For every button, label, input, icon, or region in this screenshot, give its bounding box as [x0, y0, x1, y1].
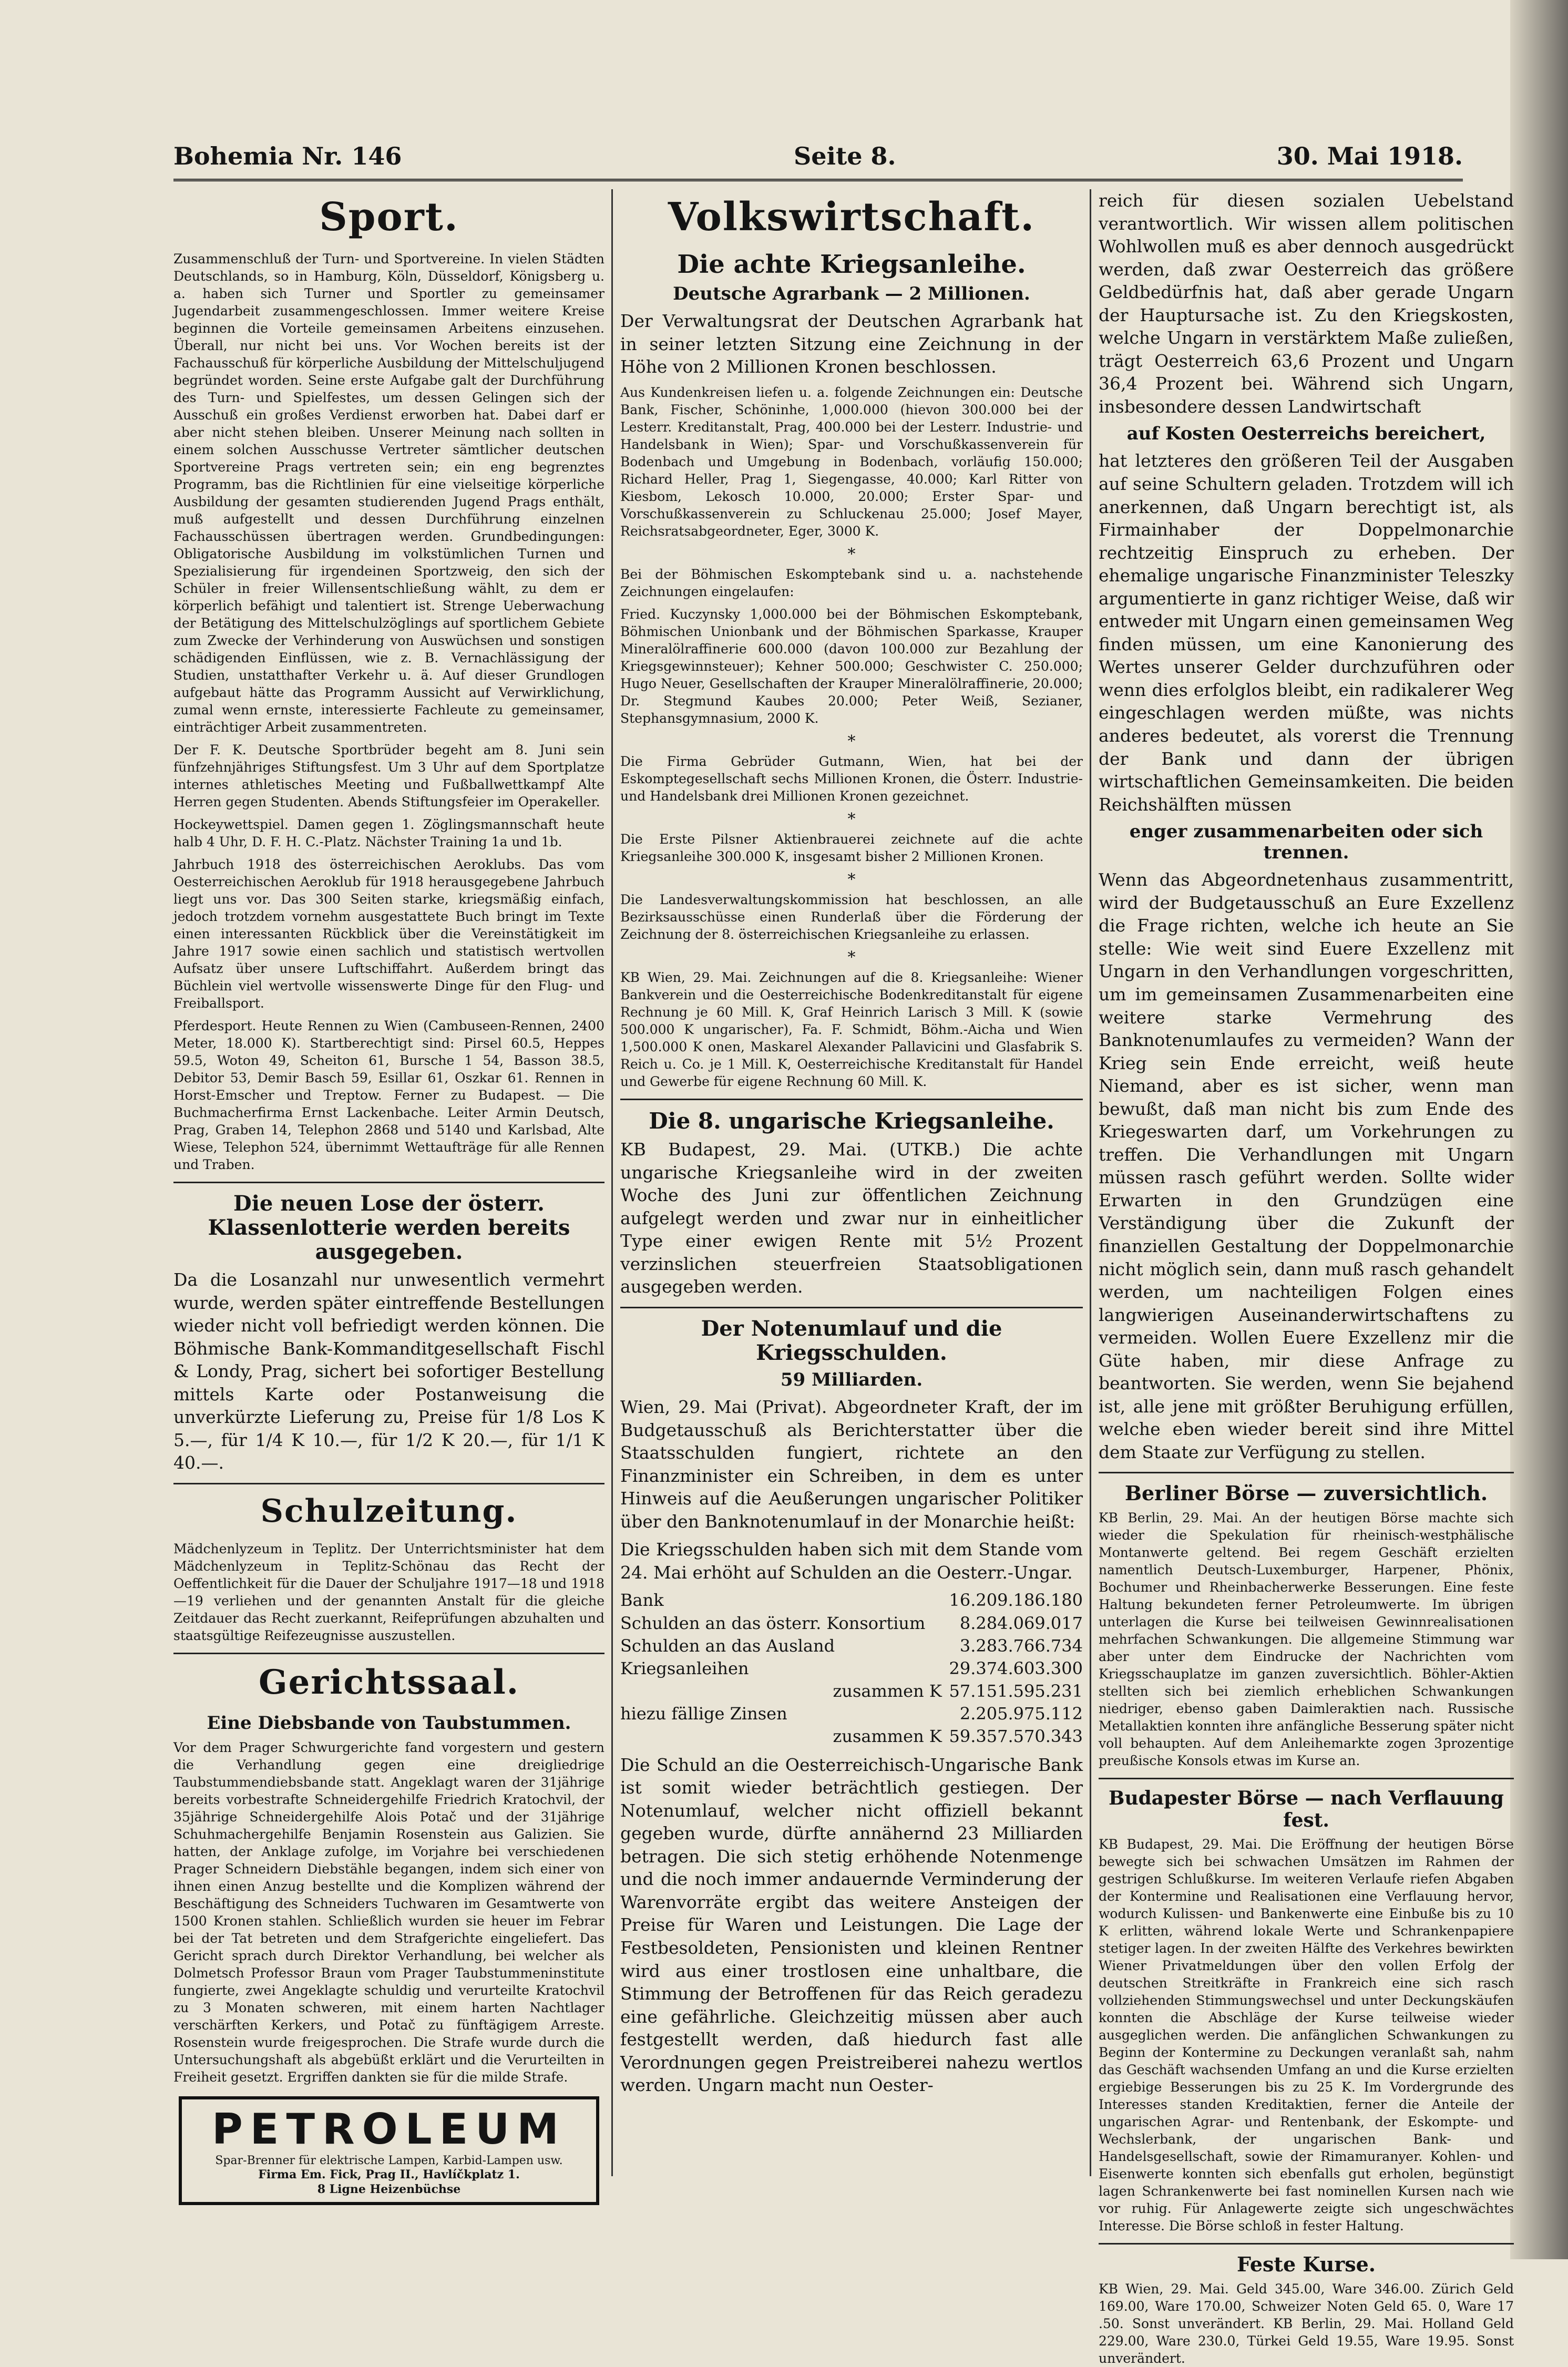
debt-label: Schulden an das österr. Konsortium [620, 1613, 926, 1633]
notes-text: Die Schuld an die Oesterreichisch-Ungarische Bank ist somit wieder beträchtlich gestiegen. Der Notenumlauf, welcher nicht offiziell bekannt gegeben wurde, dürfte annähernd 23 Milliarden betragen. Die sich stetig erhöhende Notenmenge und die noch immer andauernde Verminderung der Warenvorräte ergibt das weitere Ansteigen der Preise für Waren und Leistungen. Die Lage der Festbesoldeten, Pensionisten und kleinen Rentner wird aus einer trostlosen eine unhaltbare, die Stimmung der Betroffenen für das Reich geradezu eine gefährliche. Gleichzeitig müssen aber auch festgestellt werden, daß hiedurch fast alle Verordnungen gegen Preistreiberei nahezu wertlos werden. Ungarn macht nun Oester- [620, 1754, 1083, 2096]
debt-label: Kriegsanleihen [620, 1658, 749, 1678]
debt-row [620, 1725, 1083, 1748]
war-loan-text: Die Firma Gebrüder Gutmann, Wien, hat bei der Eskomptegesellschaft sechs Millionen Kronen, die Österr. Industrie- und Handelsbank drei Millionen Kronen gezeichnet. [620, 753, 1083, 804]
divider [1099, 1472, 1514, 1473]
page-edge-shadow [1510, 0, 1568, 2259]
notes-continuation: reich für diesen sozialen Uebelstand verantwortlich. Wir wissen allem politischen Wohlwollen muß es aber dennoch ausgedrückt werden, daß zwar Oesterreich das größere Geldbedürfnis hat, daß aber gerade Ungarn der Hauptursache ist. Zu den Kriegskosten, welche Ungarn in verstärktem Maße zuließen, trägt Oesterreich 63,6 Prozent und Ungarn 36,4 Prozent bei. Während sich Ungarn, insbesondere dessen Landwirtschaft [1099, 190, 1514, 417]
debt-table [620, 1589, 1083, 1748]
budapest-exchange-text: KB Budapest, 29. Mai. Die Eröffnung der heutigen Börse bewegte sich bei schwachen Umsätzen im Rahmen der gestrigen Schlußkurse. Im weiteren Verlaufe riefen Abgaben der Kontermine und Realisationen eine Verflauung hervor, wodurch Kulissen- und Bankenwerte eine Einbuße bis zu 10 K erlitten, während lokale Werte und Schrankenpapiere stetiger lagen. In der zweiten Hälfte des Verkehres bewirkten Wiener Privatmeldungen über den vollen Erfolg der deutschen Streitkräfte in Frankreich eine sich rasch vollziehenden Stimmungswechsel und unter Deckungskäufen konnten die Abschläge der Kurse teilweise wieder ausgeglichen werden. Die anfänglichen Schwankungen zu Beginn der Kontermine zu Deckungen veranlaßt sah, nahm das Geschäft wachsenden Umfang an und die Kurse erzielten ergiebige Besserungen bis zu 25 K. Im Vordergrunde des Interesses standen Kreditaktien, ferner die Anteile der ungarischen Agrar- und Rentenbank, der Eskompte- und Wechslerbank, der ungarischen Bank- und Handelsgesellschaft, sowie der Rimamuranyer. Kohlen- und Eisenwerte konnten sich ebenfalls gut erholen, begünstigt lagen Schrankenwerte bei fast nominellen Kursen nach wie vor ruhig. Für Anlagewerte zeigte sich ungeschwächtes Interesse. Die Börse schloß in fester Haltung. [1099, 1836, 1514, 2233]
debt-row [620, 1589, 1083, 1612]
war-loan-text: KB Wien, 29. Mai. Zeichnungen auf die 8. Kriegsanleihe: Wiener Bankverein und die Oesterreichische Bodenkreditanstalt für eigene Rechnung je 60 Mill. K, Graf Heinrich Larisch 3 Mill. K (sowie 500.000 K ungarischer), Fa. F. Schmidt, Böhm.-Aicha und Wien 1,500.000 K onen, Maskarel Alexander Pallavicini und Glasfabrik S. Reich u. Co. je 1 Mill. K, Oesterreichische Kreditanstalt für Handel und Gewerbe für eigene Rechnung 60 Mill. K. [620, 969, 1083, 1089]
divider [1099, 1778, 1514, 1779]
debt-label: Schulden an das Ausland [620, 1635, 835, 1656]
debt-label: hiezu fällige Zinsen [620, 1704, 787, 1724]
debt-value: 2.205.975.112 [959, 1704, 1083, 1724]
section-title-school: Schulzeitung. [260, 1492, 518, 1530]
debt-row [620, 1612, 1083, 1635]
war-loan-headline: Die achte Kriegsanleihe. [677, 250, 1026, 279]
ad-line: 8 Ligne Heizenbüchse [317, 2182, 461, 2196]
notes-subheadline: 59 Milliarden. [780, 1369, 923, 1390]
ad-title: PETROLEUM [212, 2104, 566, 2154]
notes-continuation: hat letzteres den größeren Teil der Ausgaben auf seine Schultern geladen. Trotzdem will ich anerkennen, daß Ungarn berechtigt ist, als Firmainhaber der Doppelmonarchie rechtzeitig Einspruch zu erheben. Der ehemalige ungarische Finanzminister Teleszky argumentierte in ganz richtiger Weise, daß wir entweder mit Ungarn einen gemeinsamen Weg finden müssen, um eine Kanonierung des Wertes unserer Gelder durchzuführen oder wenn dies erfolglos bleibt, ein radikalerer Weg eingeschlagen werden müßte, was nichts anderes bedeutet, als vorerst die Trennung der Bank und dann der übrigen wirtschaftlichen Gemeinsamkeiten. Die beiden Reichshälften müssen [1099, 450, 1514, 815]
debt-label: zusammen K [833, 1681, 942, 1702]
notes-headline: Der Notenumlauf und die Kriegsschulden. [701, 1316, 1002, 1365]
debt-label: Bank [620, 1590, 664, 1611]
sport-article-4: Jahrbuch 1918 des österreichischen Aeroklubs. Das vom Oesterreichischen Aeroklub für 1918 herausgegebene Jahrbuch liegt uns vor. Das 300 Seiten starke, kriegsmäßig einfach, jedoch trotzdem vornehm ausgestattete Buch bringt im Texte einen interessanten Rückblick über die Vereinstätigkeit im Jahre 1917 sowie einen sachlich und statistisch wertvollen Aufsatz über unsere Luftschiffahrt. Außerdem bringt das Büchlein viel wertvolle wissenswerte Dinge für den Flug- und Freiballsport. [173, 857, 604, 1011]
sport-article-3: Hockeywettspiel. Damen gegen 1. Zöglingsmannschaft heute halb 4 Uhr, D. F. H. C.-Platz. Nächster Training 1a und 1b. [173, 817, 604, 849]
war-loan-subheadline: Deutsche Agrarbank — 2 Millionen. [673, 283, 1030, 305]
debt-value: 8.284.069.017 [959, 1613, 1083, 1633]
debt-label: zusammen K [833, 1726, 942, 1747]
divider [173, 1653, 604, 1654]
budapest-exchange-headline: Budapester Börse — nach Verflauung fest. [1109, 1787, 1504, 1831]
separator-star: * [847, 948, 856, 967]
debt-value: 16.209.186.180 [949, 1590, 1083, 1611]
war-loan-text: Die Landesverwaltungskommission hat beschlossen, an alle Bezirksausschüsse einen Runderlaß über die Förderung der Zeichnung der 8. österreichischen Kriegsanleihe zu erlassen. [620, 892, 1083, 942]
notes-text: Wien, 29. Mai (Privat). Abgeordneter Kraft, der im Budgetausschuß als Berichterstatter über die Staatsschulden fungiert, richtete an den Finanzminister ein Schreiben, in dem es unter Hinweis auf die Aeußerungen ungarischer Politiker über den Banknotenumlauf in der Monarchie heißt: [620, 1396, 1083, 1532]
column-divider-2 [1090, 189, 1091, 2176]
section-title-sport: Sport. [319, 194, 459, 240]
war-loan-text: Aus Kundenkreisen liefen u. a. folgende Zeichnungen ein: Deutsche Bank, Fischer, Schöninhe, 1,000.000 (hievon 300.000 bei der Lesterr. Kreditanstalt, Prag, 400.000 bei der Lesterr. Industrie- und Handelsbank in Wien); Spar- und Vorschußkassenverein für Bodenbach und Umgebung in Bodenbach, vorläufig 150.000; Richard Heller, Prag 1, Siegengasse, 40.000; Karl Ritter von Kiesbom, Lekosch 10.000, 20.000; Erster Spar- und Vorschußkassenverein zu Schluckenau 25.000; Josef Mayer, Reichsratsabgeordneter, Eger, 3000 K. [620, 384, 1083, 539]
divider [620, 1099, 1083, 1100]
notes-bold-line: enger zusammenarbeiten oder sich trennen. [1129, 821, 1483, 864]
separator-star: * [847, 810, 856, 828]
war-loan-text: Die Erste Pilsner Aktienbrauerei zeichnete auf die achte Kriegsanleihe 300.000 K, insgesamt bisher 2 Millionen Kronen. [620, 831, 1083, 864]
debt-value: 3.283.766.734 [959, 1635, 1083, 1656]
divider [620, 1307, 1083, 1308]
column-middle [620, 189, 1083, 2180]
hungarian-loan-text: KB Budapest, 29. Mai. (UTKB.) Die achte ungarische Kriegsanleihe wird in der zweiten Woche des Juni zur öffentlichen Zeichnung aufgelegt werden und zwar nur in einheitlicher Type einer ewigen Rente mit 5½ Prozent verzinslichen steuerfreien Staatsobligationen ausgegeben werden. [620, 1139, 1083, 1297]
issue-date: 30. Mai 1918. [1276, 142, 1463, 170]
lottery-headline: Die neuen Lose der österr. Klassenlotterie werden bereits ausgegeben. [208, 1191, 570, 1264]
ad-line: Firma Em. Fick, Prag II., Havlíčkplatz 1. [258, 2168, 520, 2182]
divider [173, 1483, 604, 1484]
separator-star: * [847, 870, 856, 889]
separator-star: * [847, 545, 856, 563]
sport-article-1: Zusammenschluß der Turn- und Sportvereine. In vielen Städten Deutschlands, so in Hamburg, Köln, Düsseldorf, Königsberg u. a. haben sich Turner und Sportler zu gemeinsamer Jugendarbeit zusammengeschlossen. Immer weitere Kreise beginnen die Vorteile gemeinsamen Arbeitens einzusehen. Überall, nur nicht bei uns. Vor Wochen bereits ist der Fachausschuß für körperliche Ausbildung der Mittelschuljugend begründet worden. Seine erste Aufgabe galt der Durchführung des Turn- und Spielfestes, um dessen Gelingen sich der Ausschuß ein großes Verdienst erworben hat. Dabei darf er aber nicht stehen bleiben. Unserer Meinung nach sollten in einem solchen Ausschusse Vertreter sämtlicher deutschen Sportvereine Prags vertreten sein; ein eng begrenztes Programm, bas die Richtlinien für eine vielseitige körperliche Ausbildung der gesamten studierenden Jugend Prags enthält, muß aufgestellt und dessen Durchführung einzelnen Fachausschüssen übertragen werden. Grundbedingungen: Obligatorische Ausbildung im volkstümlichen Turnen und Spezialisierung für irgendeinen Sportzweig, den sich der Schüler in freier Willensentschließung wählt, zu dem er körperlich befähigt und talentiert ist. Strenge Ueberwachung der Betätigung des Mittelschulzöglings auf sportlichem Gebiete zum Zwecke der Verhinderung von Auswüchsen und sonstigen schädigenden Einflüssen, wie z. B. Vernachlässigung der Studien, unstatthafter Verkehr u. ä. Auf dieser Grundlogen aufgebaut hätte das Programm Aussicht auf Verwirklichung, zumal wenn ernste, interessierte Fachleute zu gemeinsamer, einträchtiger Arbeit zusammentreten. [173, 251, 604, 735]
column-right [1099, 189, 1514, 2366]
school-article: Mädchenlyzeum in Teplitz. Der Unterrichtsminister hat dem Mädchenlyzeum in Teplitz-Schönau das Recht der Oeffentlichkeit für die Dauer der Schuljahre 1917—18 und 1918—19 verliehen und der genannten Anstalt für die gleiche Zeitdauer das Recht zuerkannt, Reifeprüfungen abzuhalten und staatsgültige Reifezeugnisse auszustellen. [173, 1541, 604, 1643]
court-article: Vor dem Prager Schwurgerichte fand vorgestern und gestern die Verhandlung gegen eine dreigliedrige Taubstummendiebsbande statt. Angeklagt waren der 31jährige bereits vorbestrafte Schneidergehilfe Friedrich Kratochvil, der 35jährige Schneidergehilfe Alois Potač und der 31jährige Schuhmachergehilfe Benjamin Rosenstein aus Galizien. Sie hatten, der Anklage zufolge, im Vorjahre bei verschiedenen Prager Schneidern Diebstähle begangen, indem sich einer von ihnen einen Anzug bestellte und die Komplizen während der Beschäftigung des Schneiders Tuchwaren im Gesamtwerte von 1500 Kronen stahlen. Schließlich wurden sie heuer im Febrar bei der Tat betreten und dem Strafgerichte eingeliefert. Das Gericht sprach durch Direktor Verhandlung, bei welcher als Dolmetsch Professor Braun vom Prager Taubstummeninstitute fungierte, zwei Angeklagte schuldig und verurteilte Kratochvil zu 3 Monaten schweren, mit einem harten Nachtlager verschärften Kerkers, und Potač zu fünftägigem Arreste. Rosenstein wurde freigesprochen. Die Strafe wurde durch die Untersuchungshaft als abgebüßt erklärt und die Verurteilten in Freiheit gesetzt. Ergriffen dankten sie für die milde Strafe. [173, 1739, 604, 2085]
debt-row [620, 1680, 1083, 1703]
header-rule [173, 179, 1463, 181]
debt-row [620, 1635, 1083, 1657]
war-loan-text: Bei der Böhmischen Eskomptebank sind u. a. nachstehende Zeichnungen eingelaufen: [620, 566, 1083, 599]
section-title-economy: Volkswirtschaft. [668, 194, 1036, 240]
debt-value: 29.374.603.300 [949, 1658, 1083, 1678]
debt-value: 57.151.595.231 [949, 1681, 1083, 1702]
court-headline: Eine Diebsbande von Taubstummen. [207, 1712, 571, 1734]
hungarian-loan-headline: Die 8. ungarische Kriegsanleihe. [649, 1108, 1054, 1134]
debt-value: 59.357.570.343 [949, 1726, 1083, 1747]
column-divider-1 [611, 189, 613, 2176]
section-title-court: Gerichtssaal. [258, 1662, 520, 1702]
page-header [173, 142, 1463, 173]
ad-line: Spar-Brenner für elektrische Lampen, Karbid-Lampen usw. [215, 2154, 563, 2167]
issue-number: Bohemia Nr. 146 [173, 142, 402, 170]
page-number: Seite 8. [794, 142, 896, 170]
exchange-rates-text: KB Wien, 29. Mai. Geld 345.00, Ware 346.00. Zürich Geld 169.00, Ware 170.00, Schweizer Noten Geld 65. 0, Ware 17 .50. Sonst unverändert. KB Berlin, 29. Mai. Holland Geld 229.00, Ware 230.0, Türkei Geld 19.55, Ware 19.95. Sonst unverändert. [1099, 2281, 1514, 2366]
war-loan-text: Der Verwaltungsrat der Deutschen Agrarbank hat in seiner letzten Sitzung eine Zeichnung in der Höhe von 2 Millionen Kronen beschlossen. [620, 311, 1083, 377]
sport-article-2: Der F. K. Deutsche Sportbrüder begeht am 8. Juni sein fünfzehnjähriges Stiftungsfest. Um 3 Uhr auf dem Sportplatze internes athletisches Meeting und Fußballwettkampf Alte Herren gegen Studenten. Abends Stiftungsfeier im Operakeller. [173, 742, 604, 810]
exchange-rates-headline: Feste Kurse. [1236, 2252, 1376, 2276]
notes-continuation: Wenn das Abgeordnetenhaus zusammentritt, wird der Budgetausschuß an Eure Exzellenz die Frage richten, welche ich heute an Sie stelle: Wie weit sind Euere Exzellenz mit Ungarn in den Verhandlungen vorgeschritten, um im gemeinsamen Zusammenarbeiten eine weitere starke Vermehrung des Banknotenumlaufes zu vermeiden? Wann der Krieg sein Ende erreicht, weiß heute Niemand, aber es ist sicher, wenn man bewußt, daß man nicht bis zum Ende des Kriegeswarten darf, um Vorkehrungen zu treffen. Die Verhandlungen mit Ungarn müssen rasch geführt werden. Sollte wider Erwarten in den Grundzügen eine Verständigung über die Zukunft der finanziellen Gestaltung der Doppelmonarchie nicht möglich sein, dann muß rasch gehandelt werden, um nachteiligen Folgen eines langwierigen Auseinanderwirtschaftens zu vermeiden. Wollen Euere Exzellenz mir die Güte haben, mir diese Anfrage zu beantworten. Sie werden, wenn Sie bejahend ist, alle jene mit größter Beruhigung erfüllen, welche eben wieder bereit sind ihre Mittel dem Staate zur Verfügung zu stellen. [1099, 869, 1514, 1462]
debt-row [620, 1657, 1083, 1680]
divider [173, 1182, 604, 1183]
notes-text: Die Kriegsschulden haben sich mit dem Stande vom 24. Mai erhöht auf Schulden an die Oesterr.-Ungar. [620, 1539, 1083, 1583]
berlin-exchange-headline: Berliner Börse — zuversichtlich. [1124, 1481, 1488, 1505]
berlin-exchange-text: KB Berlin, 29. Mai. An der heutigen Börse machte sich wieder die Spekulation für rheinisch-westphälische Montanwerte geltend. Bei regem Geschäft erzielten namentlich Deutsch-Luxemburger, Harpener, Phönix, Bochumer und Rheinbacherwerke Besserungen. Eine feste Haltung bekundeten ferner Petroleumwerte. Im übrigen unterlagen die Kurse bei teilweisen Gewinnrealisationen mehrfachen Schwankungen. Die allgemeine Stimmung war aber unter dem Eindrucke der Nachrichten vom Kriegsschauplatze im ganzen zuversichtlich. Böhler-Aktien stellten sich bei ziemlich erheblichen Schwankungen niedriger, ebenso gaben Daimleraktien nach. Russische Metallaktien konnten ihre anfängliche Besserung später nicht voll behaupten. Auf dem Anleihemarkte zogen 3prozentige preußische Konsols etwas im Kurse an. [1099, 1510, 1514, 1769]
separator-star: * [847, 732, 856, 751]
lottery-text: Da die Losanzahl nur unwesentlich vermehrt wurde, werden später eintreffende Bestellungen wieder nicht voll befriedigt werden können. Die Böhmische Bank-Kommanditgesellschaft Fischl & Londy, Prag, sichert bei sofortiger Bestellung mittels Karte oder Postanweisung die unverkürzte Lieferung zu, Preise für 1/8 Los K 5.—, für 1/4 K 10.—, für 1/2 K 20.—, für 1/1 K 40.—. [173, 1269, 604, 1473]
column-left [173, 189, 604, 2196]
war-loan-text: Fried. Kuczynsky 1,000.000 bei der Böhmischen Eskomptebank, Böhmischen Unionbank und der Böhmischen Sparkasse, Krauper Mineralölraffinerie 600.000 (davon 100.000 zur Bezahlung der Kriegsgewinnsteuer); Kehner 500.000; Geschwister C. 250.000; Hugo Neuer, Gesellschaften der Krauper Mineralölraffinerie, 20.000; Dr. Stegmund Kaubes 20.000; Peter Weiß, Sezianer, Stephansgymnasium, 2000 K. [620, 606, 1083, 726]
sport-article-5: Pferdesport. Heute Rennen zu Wien (Cambuseen-Rennen, 2400 Meter, 18.000 K). Startberechtigt sind: Pirsel 60.5, Heppes 59.5, Woton 49, Scheiton 61, Bursche 1 54, Basson 38.5, Debitor 53, Demir Basch 59, Esillar 61, Oszkar 61. Rennen in Horst-Emscher und Treptow. Ferner zu Budapest. — Die Buchmacherfirma Ernst Lackenbache. Leiter Armin Deutsch, Prag, Graben 14, Telephon 2868 und 5140 und Karlsbad, Alte Wiese, Telephon 524, übernimmt Wettaufträge für alle Rennen und Traben. [173, 1018, 604, 1172]
divider [1099, 2243, 1514, 2245]
notes-bold-line: auf Kosten Oesterreichs bereichert, [1126, 423, 1486, 445]
debt-row [620, 1703, 1083, 1725]
petroleum-advertisement [179, 2096, 599, 2206]
